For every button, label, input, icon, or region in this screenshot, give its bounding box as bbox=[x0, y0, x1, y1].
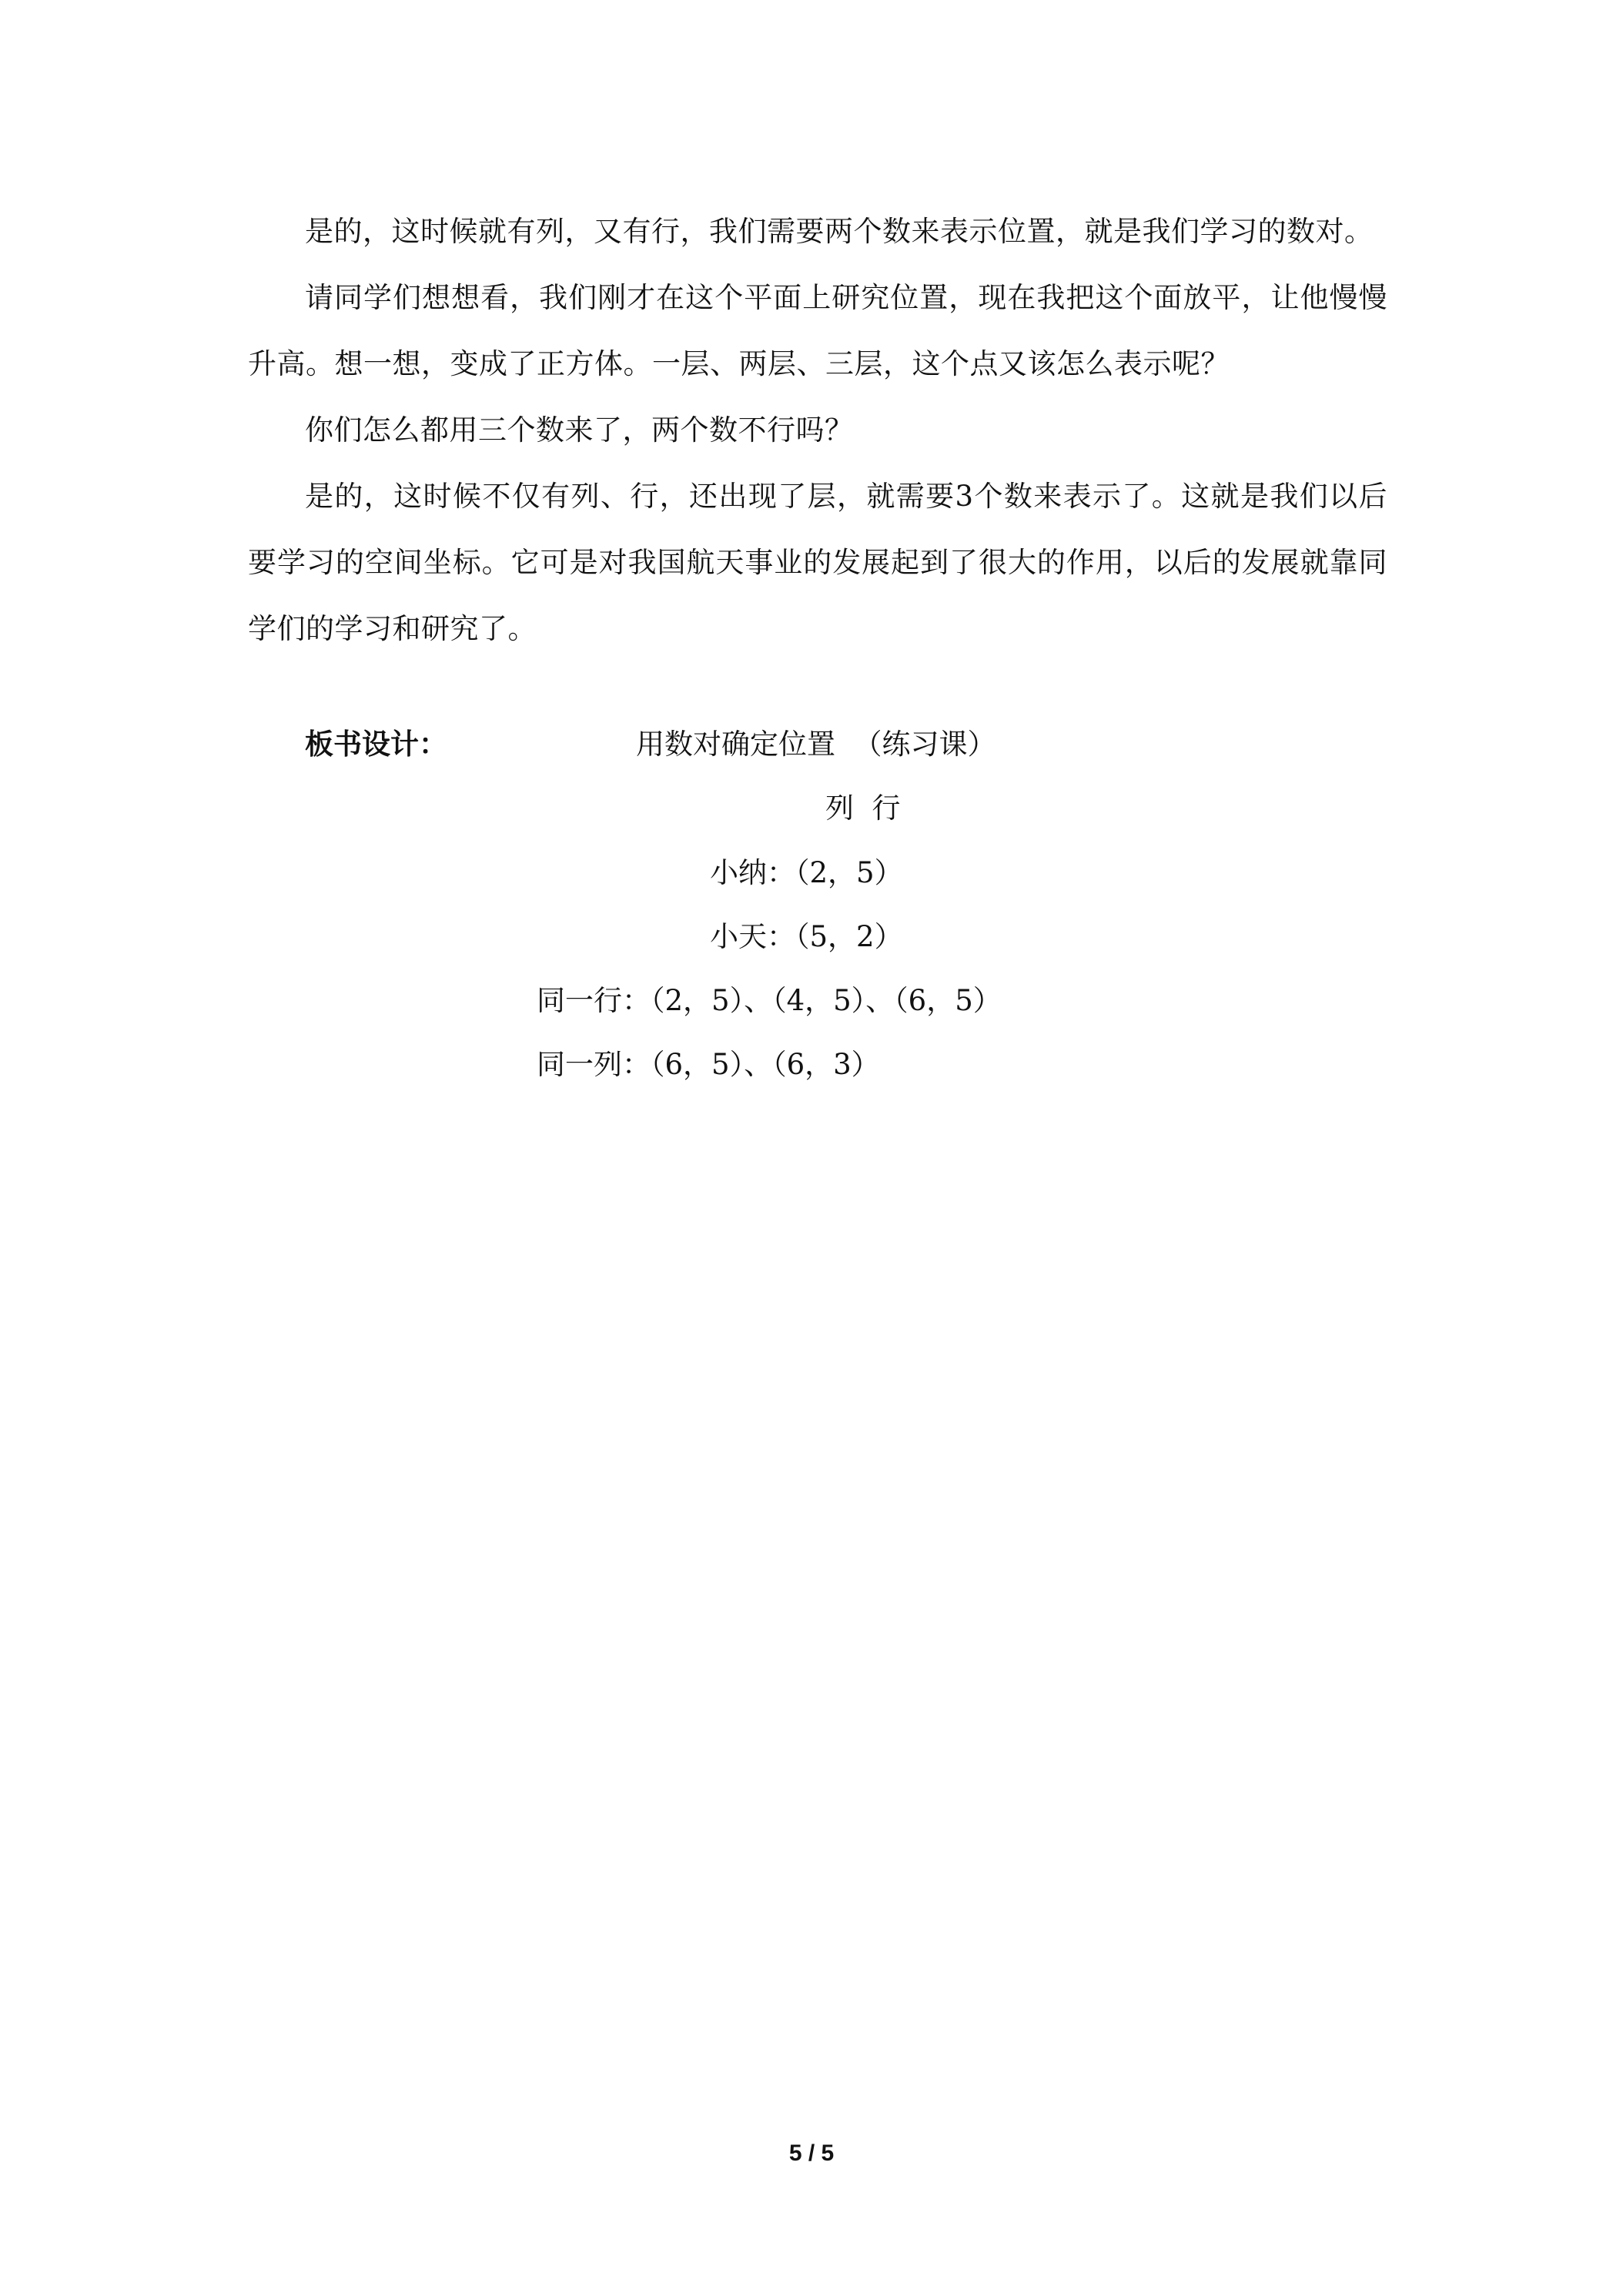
paragraph-2: 请同学们想想看，我们刚才在这个平面上研究位置，现在我把这个面放平，让他慢慢升高。想一想，变成了正方体。一层、两层、三层，这个点又该怎么表示呢？ bbox=[248, 281, 1387, 380]
board-xiaona-pair: 小纳：（2，5） bbox=[710, 856, 903, 889]
paragraph-3: 你们怎么都用三个数来了，两个数不行吗？ bbox=[305, 413, 854, 447]
paragraph-1: 是的，这时候就有列，又有行，我们需要两个数来表示位置，就是我们学习的数对。 bbox=[305, 215, 1374, 248]
board-same-row-pairs: 同一行：（2，5）、（4，5）、（6，5） bbox=[537, 984, 1002, 1017]
paragraph-4: 是的，这时候不仅有列、行，还出现了层，就需要3个数来表示了。这就是我们以后要学习的空间坐标。它可是对我国航天事业的发展起到了很大的作用，以后的发展就靠同学们的学习和研究了。 bbox=[248, 480, 1387, 645]
board-column-row-heading: 列 行 bbox=[825, 792, 901, 825]
page-number: 5 / 5 bbox=[788, 2140, 835, 2166]
board-same-column-pairs: 同一列：（6，5）、（6，3） bbox=[537, 1048, 880, 1081]
board-design-title: 用数对确定位置 （练习课） bbox=[636, 728, 996, 761]
board-xiaotian-pair: 小天：（5，2） bbox=[710, 920, 903, 953]
board-design-label: 板书设计： bbox=[305, 728, 447, 761]
